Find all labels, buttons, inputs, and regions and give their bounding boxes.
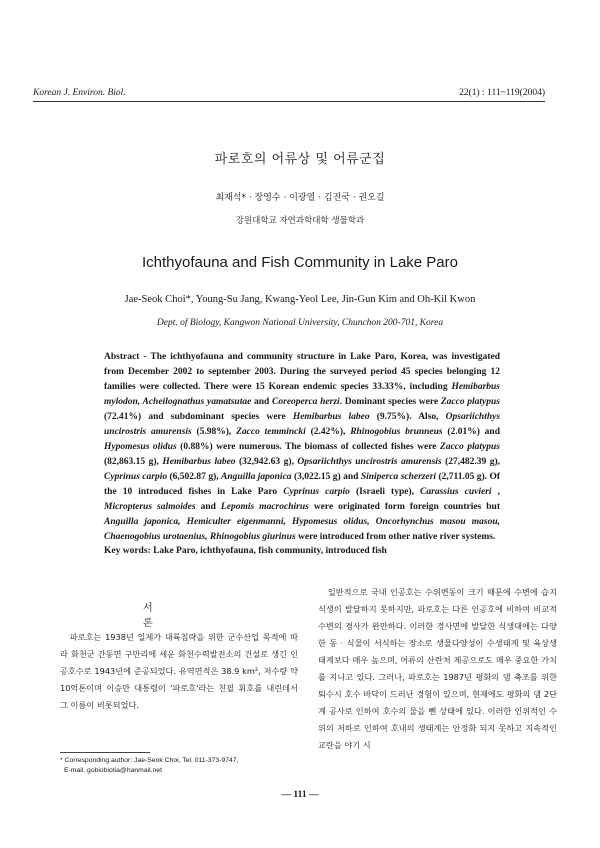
species-name: Rhinogobius brunneus xyxy=(350,427,443,437)
abstract-text: . Dominant species were xyxy=(339,397,441,407)
journal-name: Korean J. Environ. Biol. xyxy=(33,88,126,98)
abstract-text: (0.88%) were numerous. The biomass of collected fishes were xyxy=(176,442,441,452)
species-name: Hemibarbus labeo xyxy=(162,457,236,467)
abstract-text: (2,711.05 g). Of the 10 introduced fishes in Lake Paro xyxy=(104,472,501,497)
abstract-text: (9.75%). Also, xyxy=(369,412,446,422)
abstract-text: (3,022.15 g) and xyxy=(291,472,361,482)
footnote-author: * Corresponding author: Jae-Seok Choi, Tel. 011-373-9747, xyxy=(60,757,239,764)
keywords: Key words: Lake Paro, ichthyofauna, fish community, introduced fish xyxy=(104,546,387,556)
species-name: Opsariichthys uncirostris amurensis xyxy=(104,412,501,437)
species-name: Cyprinus carpio xyxy=(104,472,168,482)
abstract-text: (72.41%) and subdominant species were xyxy=(104,412,293,422)
species-name: Siniperca scherzeri xyxy=(360,472,437,482)
abstract-text: were originated form foreign countries but xyxy=(308,502,500,512)
section-heading-introduction: 서론 xyxy=(143,603,175,629)
species-name: Hemibarbus mylodon, Acheilognathus yamatsutae xyxy=(104,382,500,407)
abstract-text: (2.01%) and xyxy=(442,427,500,437)
intro-right-column: 일반적으로 국내 인공호는 수위변동이 크기 때문에 수변에 습지식생이 발달하지 못하지만, 파로호는 다른 인공호에 비하여 비교적 수변의 경사가 완만하다. 이러한 경사면에 발달한 식생대에는 다양한 동 · 식물이 서식하는 장소로 생물다양성이 수생태계 및 육상생태계보다 매우 높으며, 어류의 산란처 제공으로도 매우 중요한 가치를 지니고 있다. 그러나, 파로호는 1987년 평화의 댐 축조를 위한 퇴수시 호수 바닥이 드러난 경험이 있으며, 현재에도 평화의 댐 2단계 공사로 인하여 호수의 물을 뺀 상태에 있다. 이러한 인위적인 수위의 저하로 인하여 호내의 생태계는 안정화 되지 못하고 지속적인 교란을 야기 시 xyxy=(318,587,557,750)
english-authors: Jae-Seok Choi*, Young-Su Jang, Kwang-Yeol Lee, Jin-Gun Kim and Oh-Kil Kwon xyxy=(124,294,476,305)
korean-authors: 최재석* · 장영수 · 이광열 · 김진국 · 권오길 xyxy=(215,193,385,203)
species-name: Zacco platypus xyxy=(440,442,500,452)
page-number: — 111 — xyxy=(281,790,319,800)
abstract-text: (2.42%), xyxy=(305,427,351,437)
abstract-text: (82,863.15 g), xyxy=(104,457,163,467)
abstract-text: , xyxy=(491,487,500,497)
species-name: Lepomis macrochirus xyxy=(220,502,309,512)
abstract-text: (6,502.87 g), xyxy=(167,472,222,482)
species-name: Cyprinus carpio xyxy=(283,487,350,497)
species-name: Zacco temmincki xyxy=(236,427,306,437)
footnote-divider xyxy=(60,752,150,753)
species-name: Coreoperca herzi xyxy=(272,397,340,407)
species-name: Anguilla japonica xyxy=(221,472,292,482)
species-name: Anguilla japonica, Hemiculter eigenmanni, Hypomesus olidus, Oncorhynchus masou masou, Chaenogobius urotaenius, Rhinogobius giurinus xyxy=(104,517,500,542)
species-name: Micropterus salmoides xyxy=(104,502,196,512)
abstract-text: (Israeli type), xyxy=(349,487,421,497)
species-name: Carassius cuvieri xyxy=(420,487,492,497)
species-name: Hypomesus olidus xyxy=(104,442,177,452)
korean-affiliation: 강원대학교 자연과학대학 생물학과 xyxy=(235,216,365,226)
citation: 22(1) : 111~119(2004) xyxy=(459,88,545,98)
abstract-text: (27,482.39 g), xyxy=(441,457,501,467)
species-name: Zacco platypus xyxy=(440,397,500,407)
running-header xyxy=(33,88,545,102)
abstract-text: (32,942.63 g), xyxy=(235,457,298,467)
intro-left-column: 파로호는 1938년 일제가 대륙침략을 위한 군수산업 목적에 따라 화천군 간동면 구만리에 세운 화천수력발전소의 건설로 생긴 인공호수로 1943년에 준공되었다. 유역면적은 38.9 km², 저수량 약 10억톤이며 이승만 대통령이 '파로호'라는 친필 휘호를 내린데서 그 이름이 비롯되었다. xyxy=(60,632,298,710)
abstract xyxy=(104,350,500,545)
species-name: Hemibarbus labeo xyxy=(292,412,370,422)
abstract-label: Abstract xyxy=(104,352,140,362)
abstract-text: (5.98%), xyxy=(191,427,237,437)
abstract-text: were introduced from other native river systems. xyxy=(295,532,496,542)
abstract-text: and xyxy=(195,502,221,512)
footnote-email: E-mail. gobiobiotia@hanmail.net xyxy=(64,767,162,774)
abstract-text: and xyxy=(251,397,273,407)
species-name: Opsariichthys uncirostris amurensis xyxy=(297,457,442,467)
english-title: Ichthyofauna and Fish Community in Lake Paro xyxy=(141,254,458,271)
footnote xyxy=(60,756,300,776)
english-affiliation: Dept. of Biology, Kangwon National University, Chunchon 200-701, Korea xyxy=(156,318,444,328)
korean-title: 파로호의 어류상 및 어류군집 xyxy=(214,152,386,167)
abstract-text: - The ichthyofauna and community structure in Lake Paro, Korea, was investigated from December 2002 to september 2003. During the surveyed period 45 species belonging 12 families were collected. There were 15 Korean endemic species 33.33%, including xyxy=(104,352,500,392)
